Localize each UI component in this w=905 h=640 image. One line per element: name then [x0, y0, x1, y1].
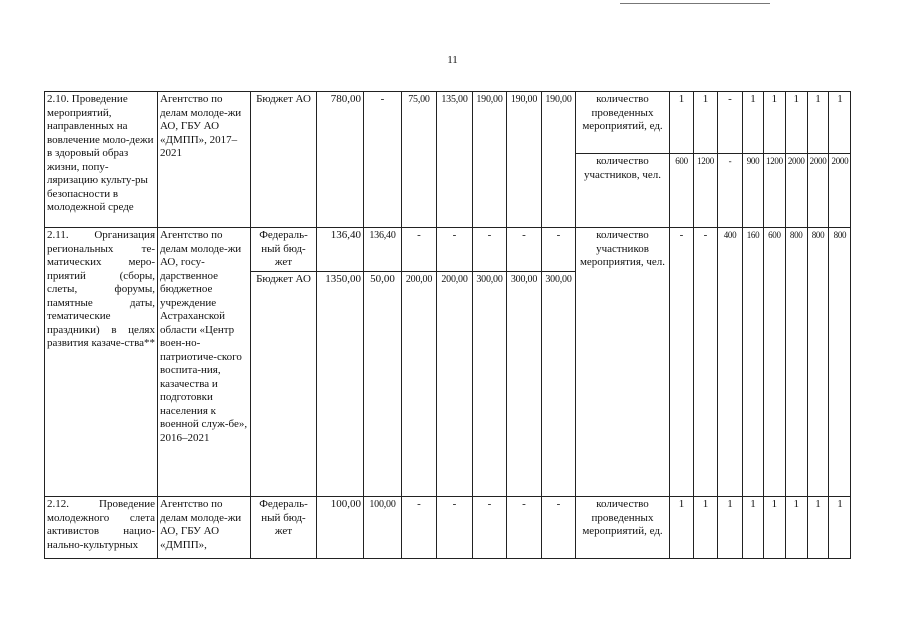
indicator-value: 1200 — [764, 154, 786, 228]
indicator-value: 800 — [807, 228, 829, 497]
total-amount: 780,00 — [317, 92, 364, 228]
indicator-value: 1 — [807, 497, 829, 559]
year-amount: 50,00 — [364, 272, 402, 497]
indicator-value: 600 — [670, 154, 694, 228]
year-amount: 136,40 — [364, 228, 402, 272]
indicator-value: 1 — [670, 92, 694, 154]
executor-cell: Агентство по делам молоде-жи АО, госу-дарственное бюджетное учреждение Астраханской области «Центр воен-но-патриотиче-ского воспита-ния, казачества и подготовки населения к военной служ-бе», 2016–2021 — [158, 228, 251, 497]
funding-source: Федераль-ный бюд-жет — [251, 228, 317, 272]
indicator-value: 600 — [764, 228, 786, 497]
indicator-value: - — [694, 228, 718, 497]
indicator-value: 1 — [764, 92, 786, 154]
year-amount: - — [507, 228, 542, 272]
indicator-value: 2000 — [785, 154, 807, 228]
indicator-value: 1 — [670, 497, 694, 559]
year-amount: - — [507, 497, 542, 559]
top-rule — [620, 3, 770, 4]
total-amount: 1350,00 — [317, 272, 364, 497]
indicator-value: 1 — [694, 497, 718, 559]
year-amount: 75,00 — [402, 92, 437, 228]
year-amount: - — [402, 228, 437, 272]
indicator-value: 1 — [694, 92, 718, 154]
executor-cell: Агентство по делам молоде-жи АО, ГБУ АО «ДМПП», 2017–2021 — [158, 92, 251, 228]
year-amount: - — [473, 497, 507, 559]
indicator-value: 1 — [807, 92, 829, 154]
indicator-value: 1 — [743, 92, 764, 154]
measure-name: 2.12. Проведение молодежного слета активистов нацио-нально-культурных — [45, 497, 158, 559]
indicator-value: 1200 — [694, 154, 718, 228]
page-number: 11 — [447, 54, 458, 66]
indicator-value: - — [718, 92, 743, 154]
indicator-label: количество проведенных мероприятий, ед. — [576, 92, 670, 154]
table-row — [45, 497, 851, 559]
year-amount: 300,00 — [507, 272, 542, 497]
program-table — [44, 91, 851, 559]
year-amount: 300,00 — [473, 272, 507, 497]
funding-source: Бюджет АО — [251, 272, 317, 497]
year-amount: 200,00 — [437, 272, 473, 497]
indicator-label: количество участников, чел. — [576, 154, 670, 228]
measure-name: 2.10. Проведение мероприятий, направленных на вовлечение моло-дежи в здоровый образ жизни, попу-ляризацию культу-ры безопасности в молодежной среде — [45, 92, 158, 228]
indicator-value: - — [718, 154, 743, 228]
year-amount: - — [473, 228, 507, 272]
year-amount: - — [364, 92, 402, 228]
year-amount: 200,00 — [402, 272, 437, 497]
total-amount: 136,40 — [317, 228, 364, 272]
year-amount: 300,00 — [542, 272, 576, 497]
year-amount: 100,00 — [364, 497, 402, 559]
indicator-value: 900 — [743, 154, 764, 228]
indicator-value: 1 — [764, 497, 786, 559]
year-amount: 190,00 — [473, 92, 507, 228]
year-amount: 135,00 — [437, 92, 473, 228]
year-amount: - — [402, 497, 437, 559]
year-amount: - — [542, 497, 576, 559]
table-row — [45, 92, 851, 154]
indicator-value: 800 — [829, 228, 851, 497]
measure-name: 2.11. Организация региональных те-матических меро-приятий (сборы, слеты, форумы, памятные даты, тематические праздники) в целях развития казаче-ства** — [45, 228, 158, 497]
funding-source: Бюджет АО — [251, 92, 317, 228]
indicator-value: 1 — [829, 92, 851, 154]
indicator-value: 1 — [718, 497, 743, 559]
year-amount: 190,00 — [542, 92, 576, 228]
indicator-value: 1 — [743, 497, 764, 559]
table-row — [45, 228, 851, 272]
indicator-value: 1 — [785, 497, 807, 559]
indicator-label: количество проведенных мероприятий, ед. — [576, 497, 670, 559]
total-amount: 100,00 — [317, 497, 364, 559]
year-amount: - — [542, 228, 576, 272]
indicator-value: 1 — [785, 92, 807, 154]
year-amount: 190,00 — [507, 92, 542, 228]
indicator-value: - — [670, 228, 694, 497]
indicator-value: 2000 — [807, 154, 829, 228]
indicator-label: количество участников мероприятия, чел. — [576, 228, 670, 497]
indicator-value: 1 — [829, 497, 851, 559]
year-amount: - — [437, 497, 473, 559]
executor-cell: Агентство по делам молоде-жи АО, ГБУ АО «ДМПП», — [158, 497, 251, 559]
indicator-value: 400 — [718, 228, 743, 497]
indicator-value: 2000 — [829, 154, 851, 228]
indicator-value: 160 — [743, 228, 764, 497]
funding-source: Федераль-ный бюд-жет — [251, 497, 317, 559]
indicator-value: 800 — [785, 228, 807, 497]
year-amount: - — [437, 228, 473, 272]
